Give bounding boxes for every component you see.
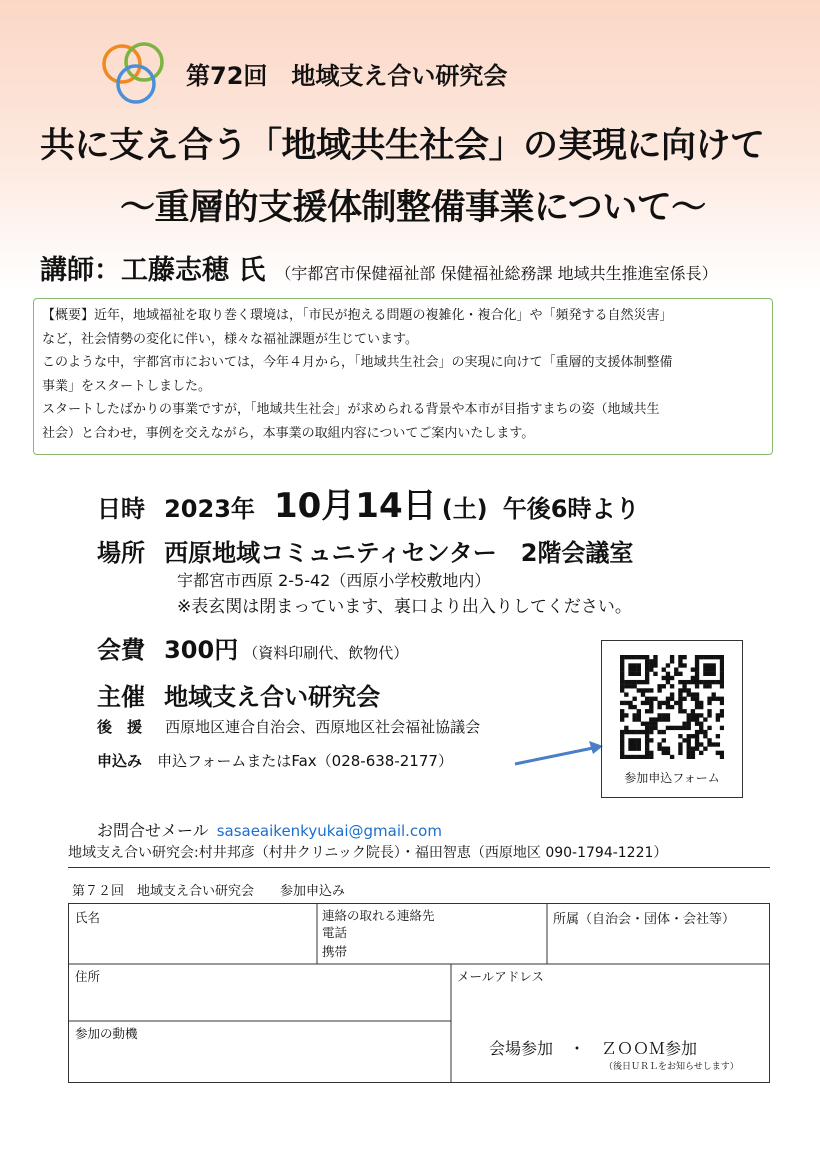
summary-line: 社会）と合わせ，事例を交えながら，本事業の取組内容についてご案内いたします。: [42, 425, 535, 441]
contact-people: 地域支え合い研究会:村井邦彦（村井クリニック院長）・福田智恵（西原地区 090-1794-1221）: [68, 845, 668, 861]
date-year: 2023年: [164, 495, 255, 523]
place-label: 場所: [97, 539, 145, 567]
form-attend-choice[interactable]: 会場参加 ・ ＺＯＯＭ参加: [489, 1039, 698, 1058]
place-name: 西原地域コミュニティセンター 2階会議室: [164, 539, 634, 567]
logo-rings-icon: [100, 40, 168, 108]
support-row: [97, 716, 480, 737]
lecturer-name: 講師：工藤志穂 氏: [40, 255, 266, 286]
date-time: 午後6時より: [502, 495, 640, 523]
form-contact-title: 連絡の取れる連絡先: [322, 908, 435, 923]
support-orgs: 西原地区連合自治会、西原地区社会福祉協議会: [165, 718, 481, 736]
apply-method: 申込フォームまたはFax（028-638-2177）: [157, 752, 453, 770]
date-month-day: 10月14日: [273, 486, 437, 526]
place-row: [97, 533, 633, 568]
contact-email-link[interactable]: sasaeaikenkyukai@gmail.com: [216, 822, 442, 840]
qr-caption: 参加申込フォーム: [624, 771, 720, 785]
lecturer-affiliation: （宇都宮市保健福祉部 保健福祉総務課 地域共生推進室係長）: [275, 264, 718, 283]
form-name-field[interactable]: 氏名: [75, 910, 101, 925]
summary-line: スタートしたばかりの事業ですが，「地域共生社会」が求められる背景や本市が目指すまちの姿（地域共生: [42, 402, 660, 417]
support-label: 後 援: [97, 718, 143, 736]
host-row: [97, 677, 380, 712]
date-label: 日時: [97, 495, 145, 523]
apply-row: [97, 750, 453, 771]
host-name: 地域支え合い研究会: [164, 683, 381, 711]
summary-line: このような中，宇都宮市においては，今年４月から，「地域共生社会」の実現に向けて「重層的支援体制整備: [42, 355, 673, 370]
contact-mail: [97, 818, 442, 841]
fee-label: 会費: [97, 636, 145, 664]
application-form: [68, 903, 770, 1083]
series-title: 第72回 地域支え合い研究会: [186, 62, 508, 90]
form-address-field[interactable]: 住所: [75, 969, 101, 984]
divider: [68, 867, 770, 868]
summary-line: など，社会情勢の変化に伴い，様々な福祉課題が生じています。: [42, 331, 418, 347]
date-weekday: (土): [441, 495, 488, 523]
form-mobile-field[interactable]: 携帯: [322, 944, 348, 959]
host-label: 主催: [97, 683, 145, 711]
fee-note: （資料印刷代、飲物代）: [243, 644, 409, 662]
apply-label: 申込み: [97, 752, 143, 770]
summary-line: 事業」をスタートしました。: [42, 378, 212, 394]
qr-code-icon[interactable]: [620, 655, 724, 759]
lecturer: [40, 248, 718, 287]
form-phone-field[interactable]: 電話: [322, 925, 348, 940]
place-address: 宇都宮市西原 2-5-42（西原小学校敷地内）: [177, 571, 491, 590]
main-title: 共に支え合う「地域共生社会」の実現に向けて: [40, 126, 765, 166]
fee-row: [97, 630, 408, 665]
entrance-note: ※表玄関は閉まっています、裏口より出入りしてください。: [177, 597, 632, 617]
sub-title: ～重層的支援体制整備事業について～: [120, 188, 706, 228]
form-attend-note: （後日ＵＲＬをお知らせします）: [604, 1062, 739, 1072]
qr-code-box[interactable]: [601, 640, 743, 798]
form-email-field[interactable]: メールアドレス: [457, 969, 544, 984]
arrow-to-qr-icon: [513, 738, 605, 770]
form-org-field[interactable]: 所属（自治会・団体・会社等）: [553, 912, 736, 927]
fee-amount: 300円: [164, 636, 239, 664]
summary-line: 【概要】近年，地域福祉を取り巻く環境は，「市民が抱える問題の複雑化・複合化」や「頻発する自然災害」: [42, 308, 673, 323]
contact-label: お問合せメール: [97, 821, 209, 840]
form-title: 第７２回 地域支え合い研究会 参加申込み: [72, 884, 346, 899]
form-motive-field[interactable]: 参加の動機: [75, 1026, 138, 1041]
date-row: [97, 478, 639, 527]
summary-box: [33, 298, 773, 455]
